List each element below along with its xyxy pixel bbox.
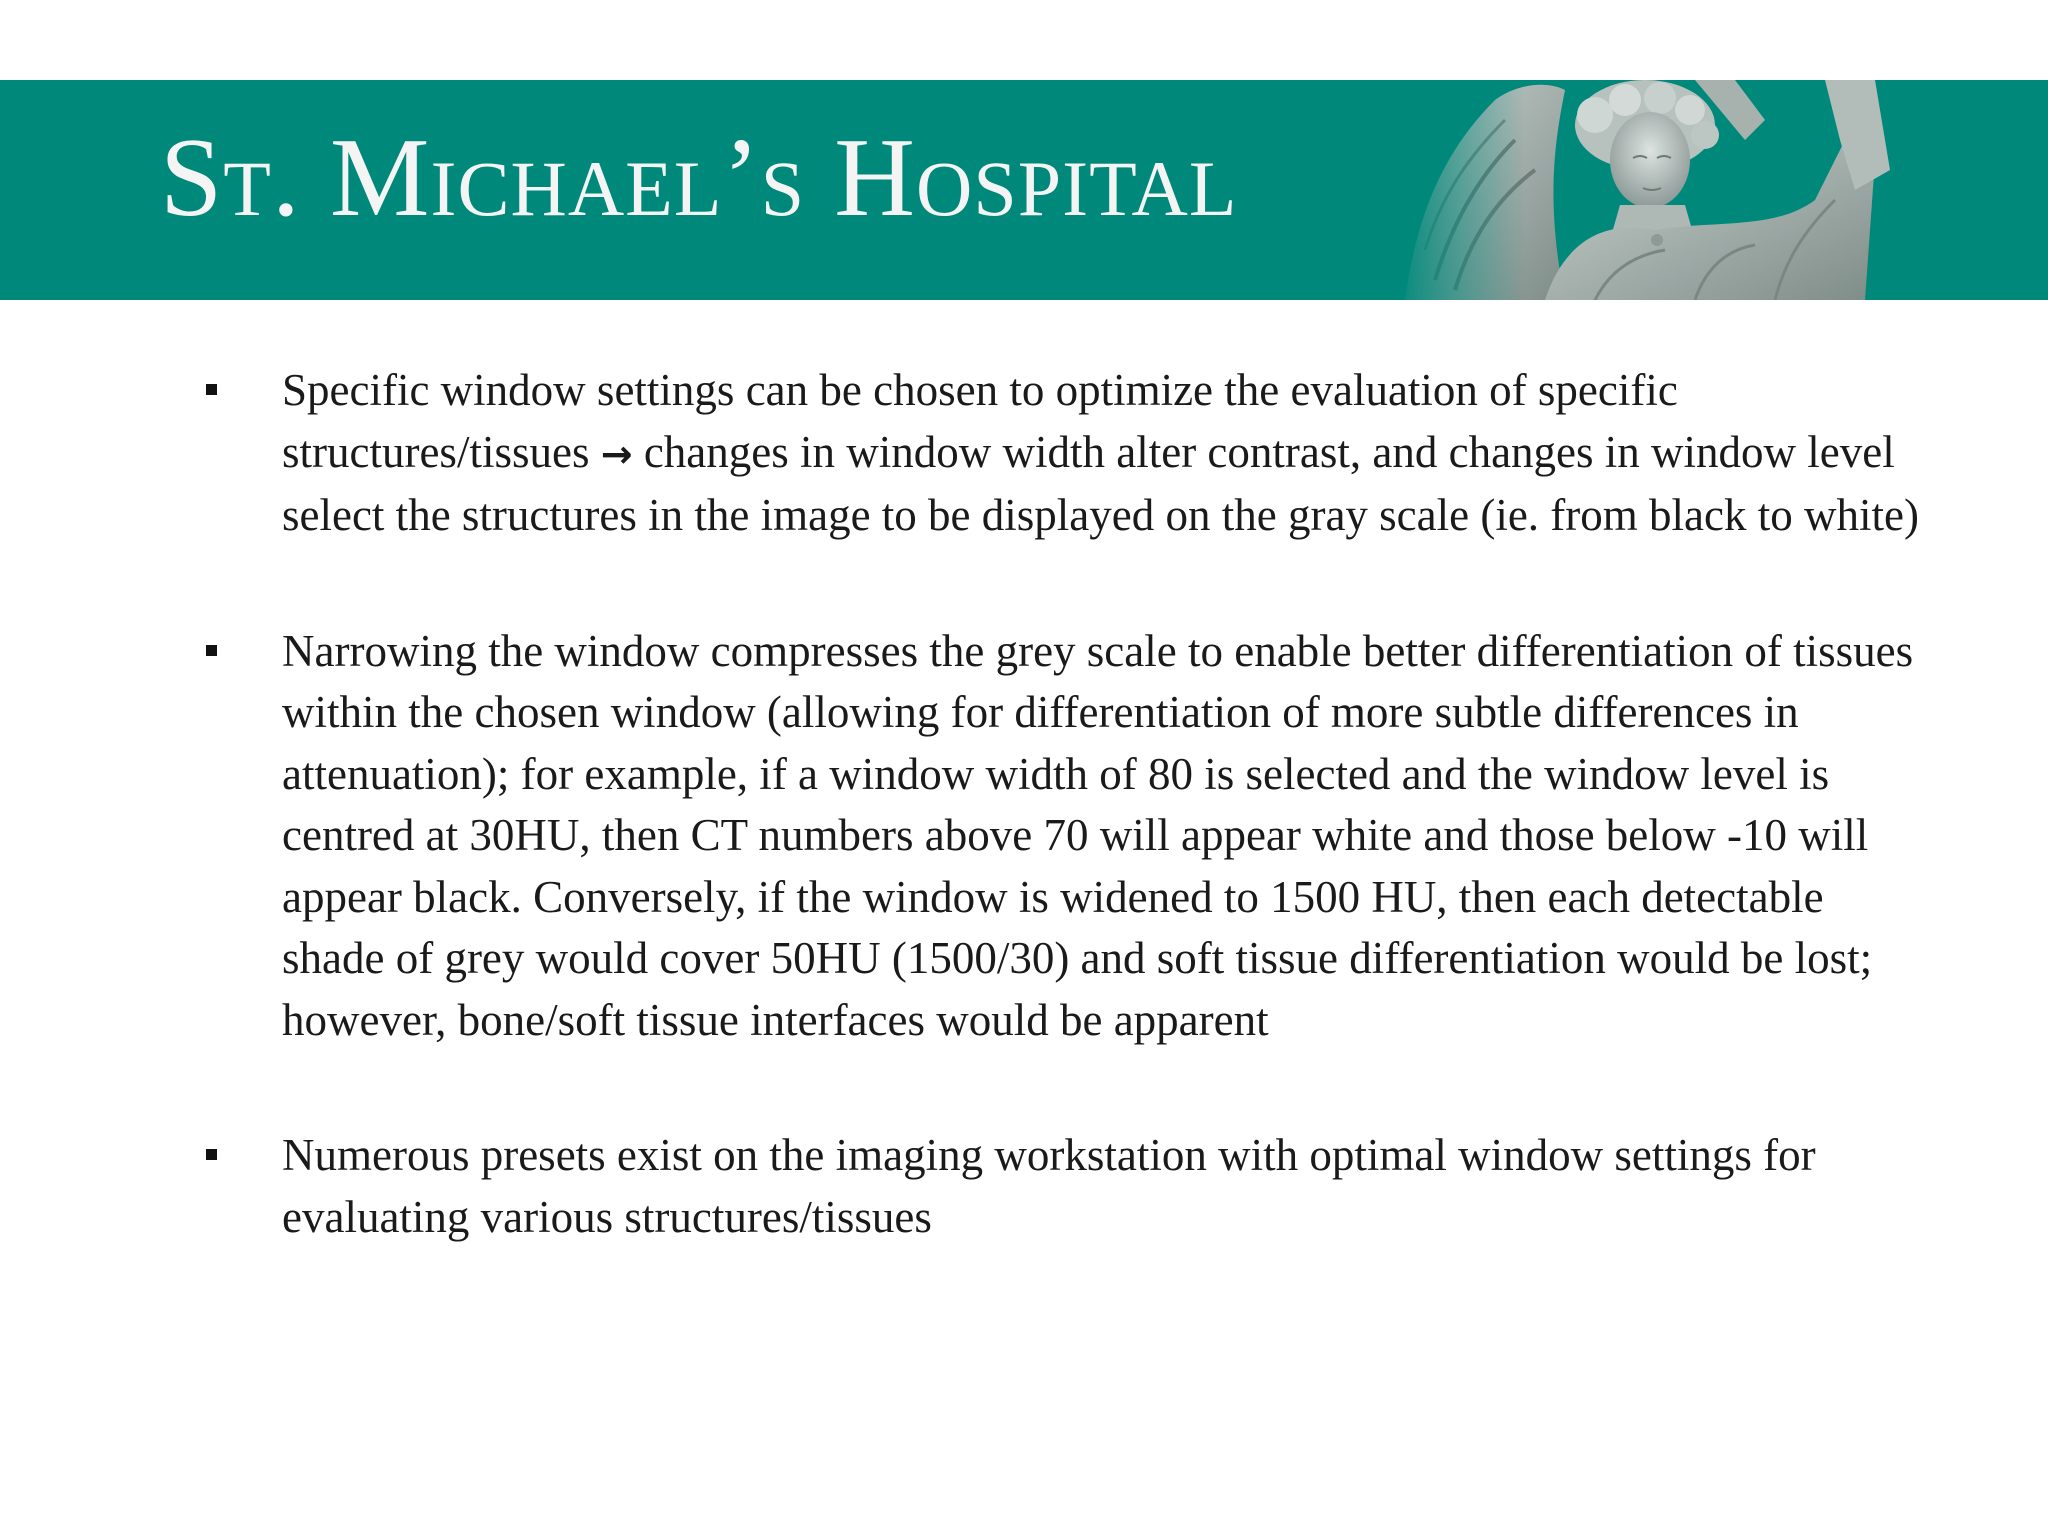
bullet-text: Narrowing the window compresses the grey scale to enable better differentiation of tissues within the chosen window (allowing for differentiation of more subtle differences in attenuation); for example, if a window width of 80 is selected and the window level is centred at 30HU, then CT numbers above 70 will appear white and those below -10 will appear black. Conversely, if the window is widened to 1500 HU, then each detectable shade of grey would cover 50HU (1500/30) and soft tissue differentiation would be lost; however, bone/soft tissue interfaces would be apparent: [282, 625, 1914, 1045]
bullet-text-part: changes in window width alter contrast, and changes in window level select the structures in the image to be displayed on the gray scale (ie. from black to white): [282, 426, 1919, 540]
bullet-item-presets: [0, 1125, 1922, 1248]
bullet-text: [282, 360, 1922, 547]
bullet-item-narrowing-window: [0, 621, 1922, 1052]
bullet-text-part: Specific window settings can be chosen to optimize the evaluation of specific structures/tissues: [282, 365, 1678, 477]
bullet-text: Numerous presets exist on the imaging workstation with optimal window settings for evaluating various structures/tissues: [282, 1130, 1816, 1242]
bullet-item-window-settings: [0, 360, 1922, 547]
slide-body: [0, 360, 2048, 1322]
hospital-name: St. Michael’s Hospital: [160, 116, 1238, 240]
angel-statue-icon: [1395, 80, 1915, 300]
bullet-list: [0, 360, 2048, 1248]
right-arrow-icon: →: [600, 431, 633, 476]
square-bullet-icon: [206, 645, 217, 656]
square-bullet-icon: [206, 384, 217, 395]
square-bullet-icon: [206, 1149, 217, 1160]
